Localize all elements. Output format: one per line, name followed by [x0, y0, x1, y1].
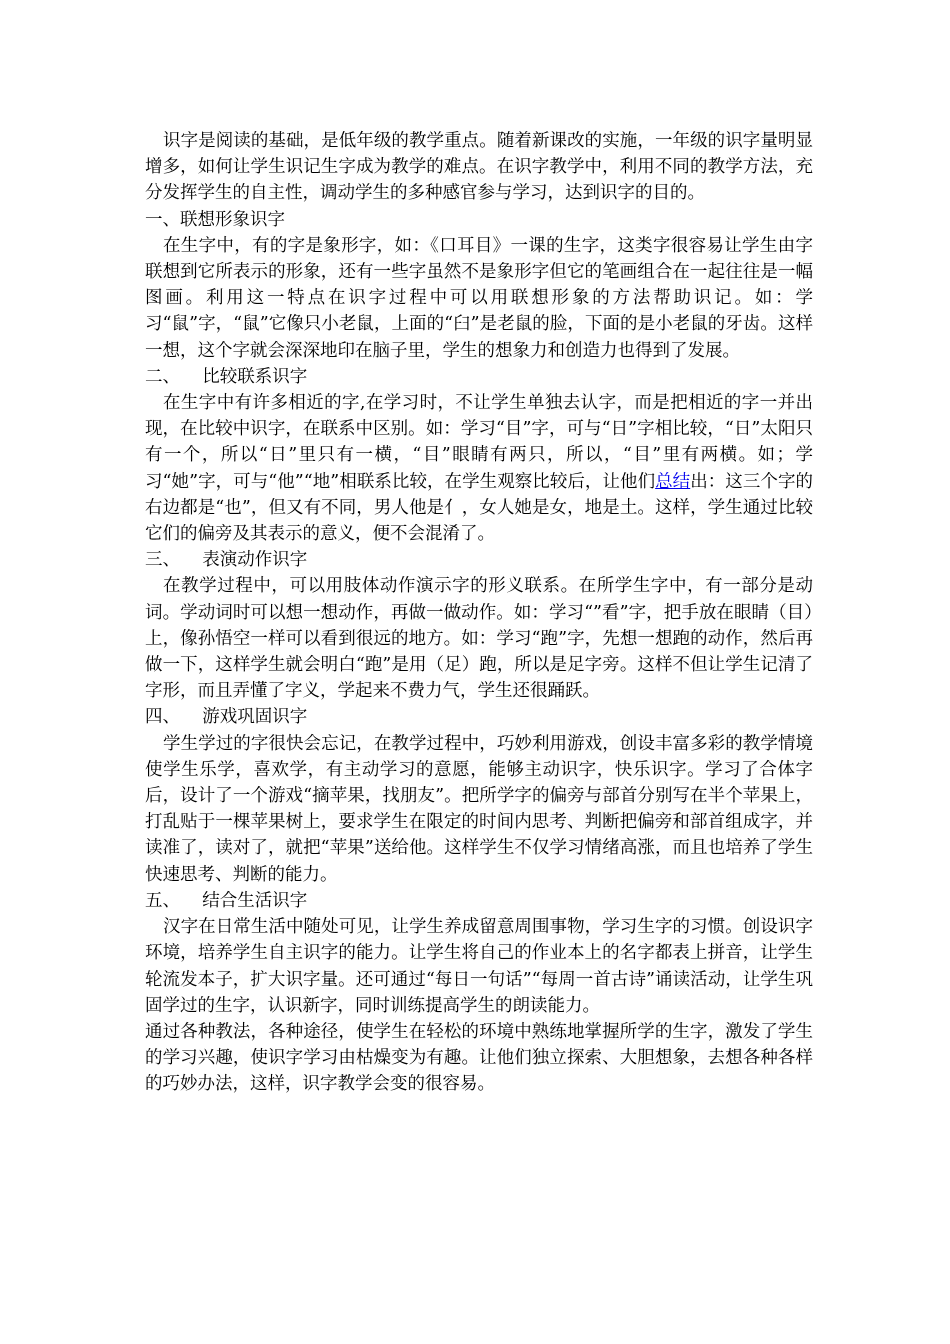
summary-link[interactable]: 总结	[655, 471, 691, 492]
document-body	[145, 128, 813, 1098]
section-body-1: 在生字中，有的字是象形字，如：《口耳目》一课的生字，这类字很容易让学生由字联想到它所表示的形象，还有一些字虽然不是象形字但它的笔画组合在一起往往是一幅图画。利用这一特点在识字过程中可以用联想形象的方法帮助识记。如：学习“鼠”字，“鼠”它像只小老鼠，上面的“臼”是老鼠的脸，下面的是小老鼠的牙齿。这样一想，这个字就会深深地印在脑子里，学生的想象力和创造力也得到了发展。	[145, 235, 813, 361]
section-heading-4: 四、 游戏巩固识字	[145, 707, 308, 728]
conclusion-paragraph: 通过各种教法，各种途径，使学生在轻松的环境中熟练地掌握所学的生字，激发了学生的学习兴趣，使识字学习由枯燥变为有趣。让他们独立探索、大胆想象，去想各种各样的巧妙办法，这样，识字教学会变的很容易。	[145, 1021, 813, 1095]
intro-paragraph: 识字是阅读的基础，是低年级的教学重点。随着新课改的实施，一年级的识字量明显增多，如何让学生识记生字成为教学的难点。在识字教学中，利用不同的教学方法，充分发挥学生的自主性，调动学生的多种感官参与学习，达到识字的目的。	[145, 131, 813, 204]
section-heading-1: 一、联想形象识字	[145, 209, 285, 230]
section-body-4: 学生学过的字很快会忘记，在教学过程中，巧妙利用游戏，创设丰富多彩的教学情境使学生乐学，喜欢学，有主动学习的意愿，能够主动识字，快乐识字。学习了合体字后，设计了一个游戏“摘苹果，找朋友”。把所学字的偏旁与部首分别写在半个苹果上，打乱贴于一棵苹果树上，要求学生在限定的时间内思考、判断把偏旁和部首组成字，并读准了，读对了，就把“苹果”送给他。这样学生不仅学习情绪高涨，而且也培养了学生快速思考、判断的能力。	[145, 733, 813, 885]
section-body-5: 汉字在日常生活中随处可见，让学生养成留意周围事物，学习生字的习惯。创设识字环境，培养学生自主识字的能力。让学生将自己的作业本上的名字都表上拼音，让学生轮流发本子，扩大识字量。还可通过“每日一句话”“每周一首古诗”诵读活动，让学生巩固学过的生字，认识新字，同时训练提高学生的朗读能力。	[145, 917, 813, 1016]
section-body-2	[145, 390, 813, 547]
section-heading-5: 五、 结合生活识字	[145, 890, 308, 911]
section-heading-2: 二、 比较联系识字	[145, 366, 308, 387]
section-body-2-part-2: 出：这三个字的右边都是“也”，但又有不同，男人他是亻，女人她是女，地是土。这样，学生通过比较它们的偏旁及其表示的意义，便不会混淆了。	[145, 471, 813, 545]
section-body-2-part-1: 在生字中有许多相近的字,在学习时，不让学生单独去认字，而是把相近的字一并出现，在比较中识字，在联系中区别。如：学习“目”字，可与“日”字相比较，“日”太阳只有一个，所以“日”里只有一横，“目”眼睛有两只，所以，“目”里有两横。如；学习“她”字，可与“他”“地”相联系比较，在学生观察比较后，让他们	[145, 393, 813, 492]
section-heading-3: 三、 表演动作识字	[145, 550, 308, 571]
section-body-3: 在教学过程中，可以用肢体动作演示字的形义联系。在所学生字中，有一部分是动词。学动词时可以想一想动作，再做一做动作。如：学习“”看”字，把手放在眼睛（目）上，像孙悟空一样可以看到很远的地方。如：学习“跑”字，先想一想跑的动作，然后再做一下，这样学生就会明白“跑”是用（足）跑，所以是足字旁。这样不但让学生记清了字形，而且弄懂了字义，学起来不费力气，学生还很踊跃。	[145, 576, 813, 702]
